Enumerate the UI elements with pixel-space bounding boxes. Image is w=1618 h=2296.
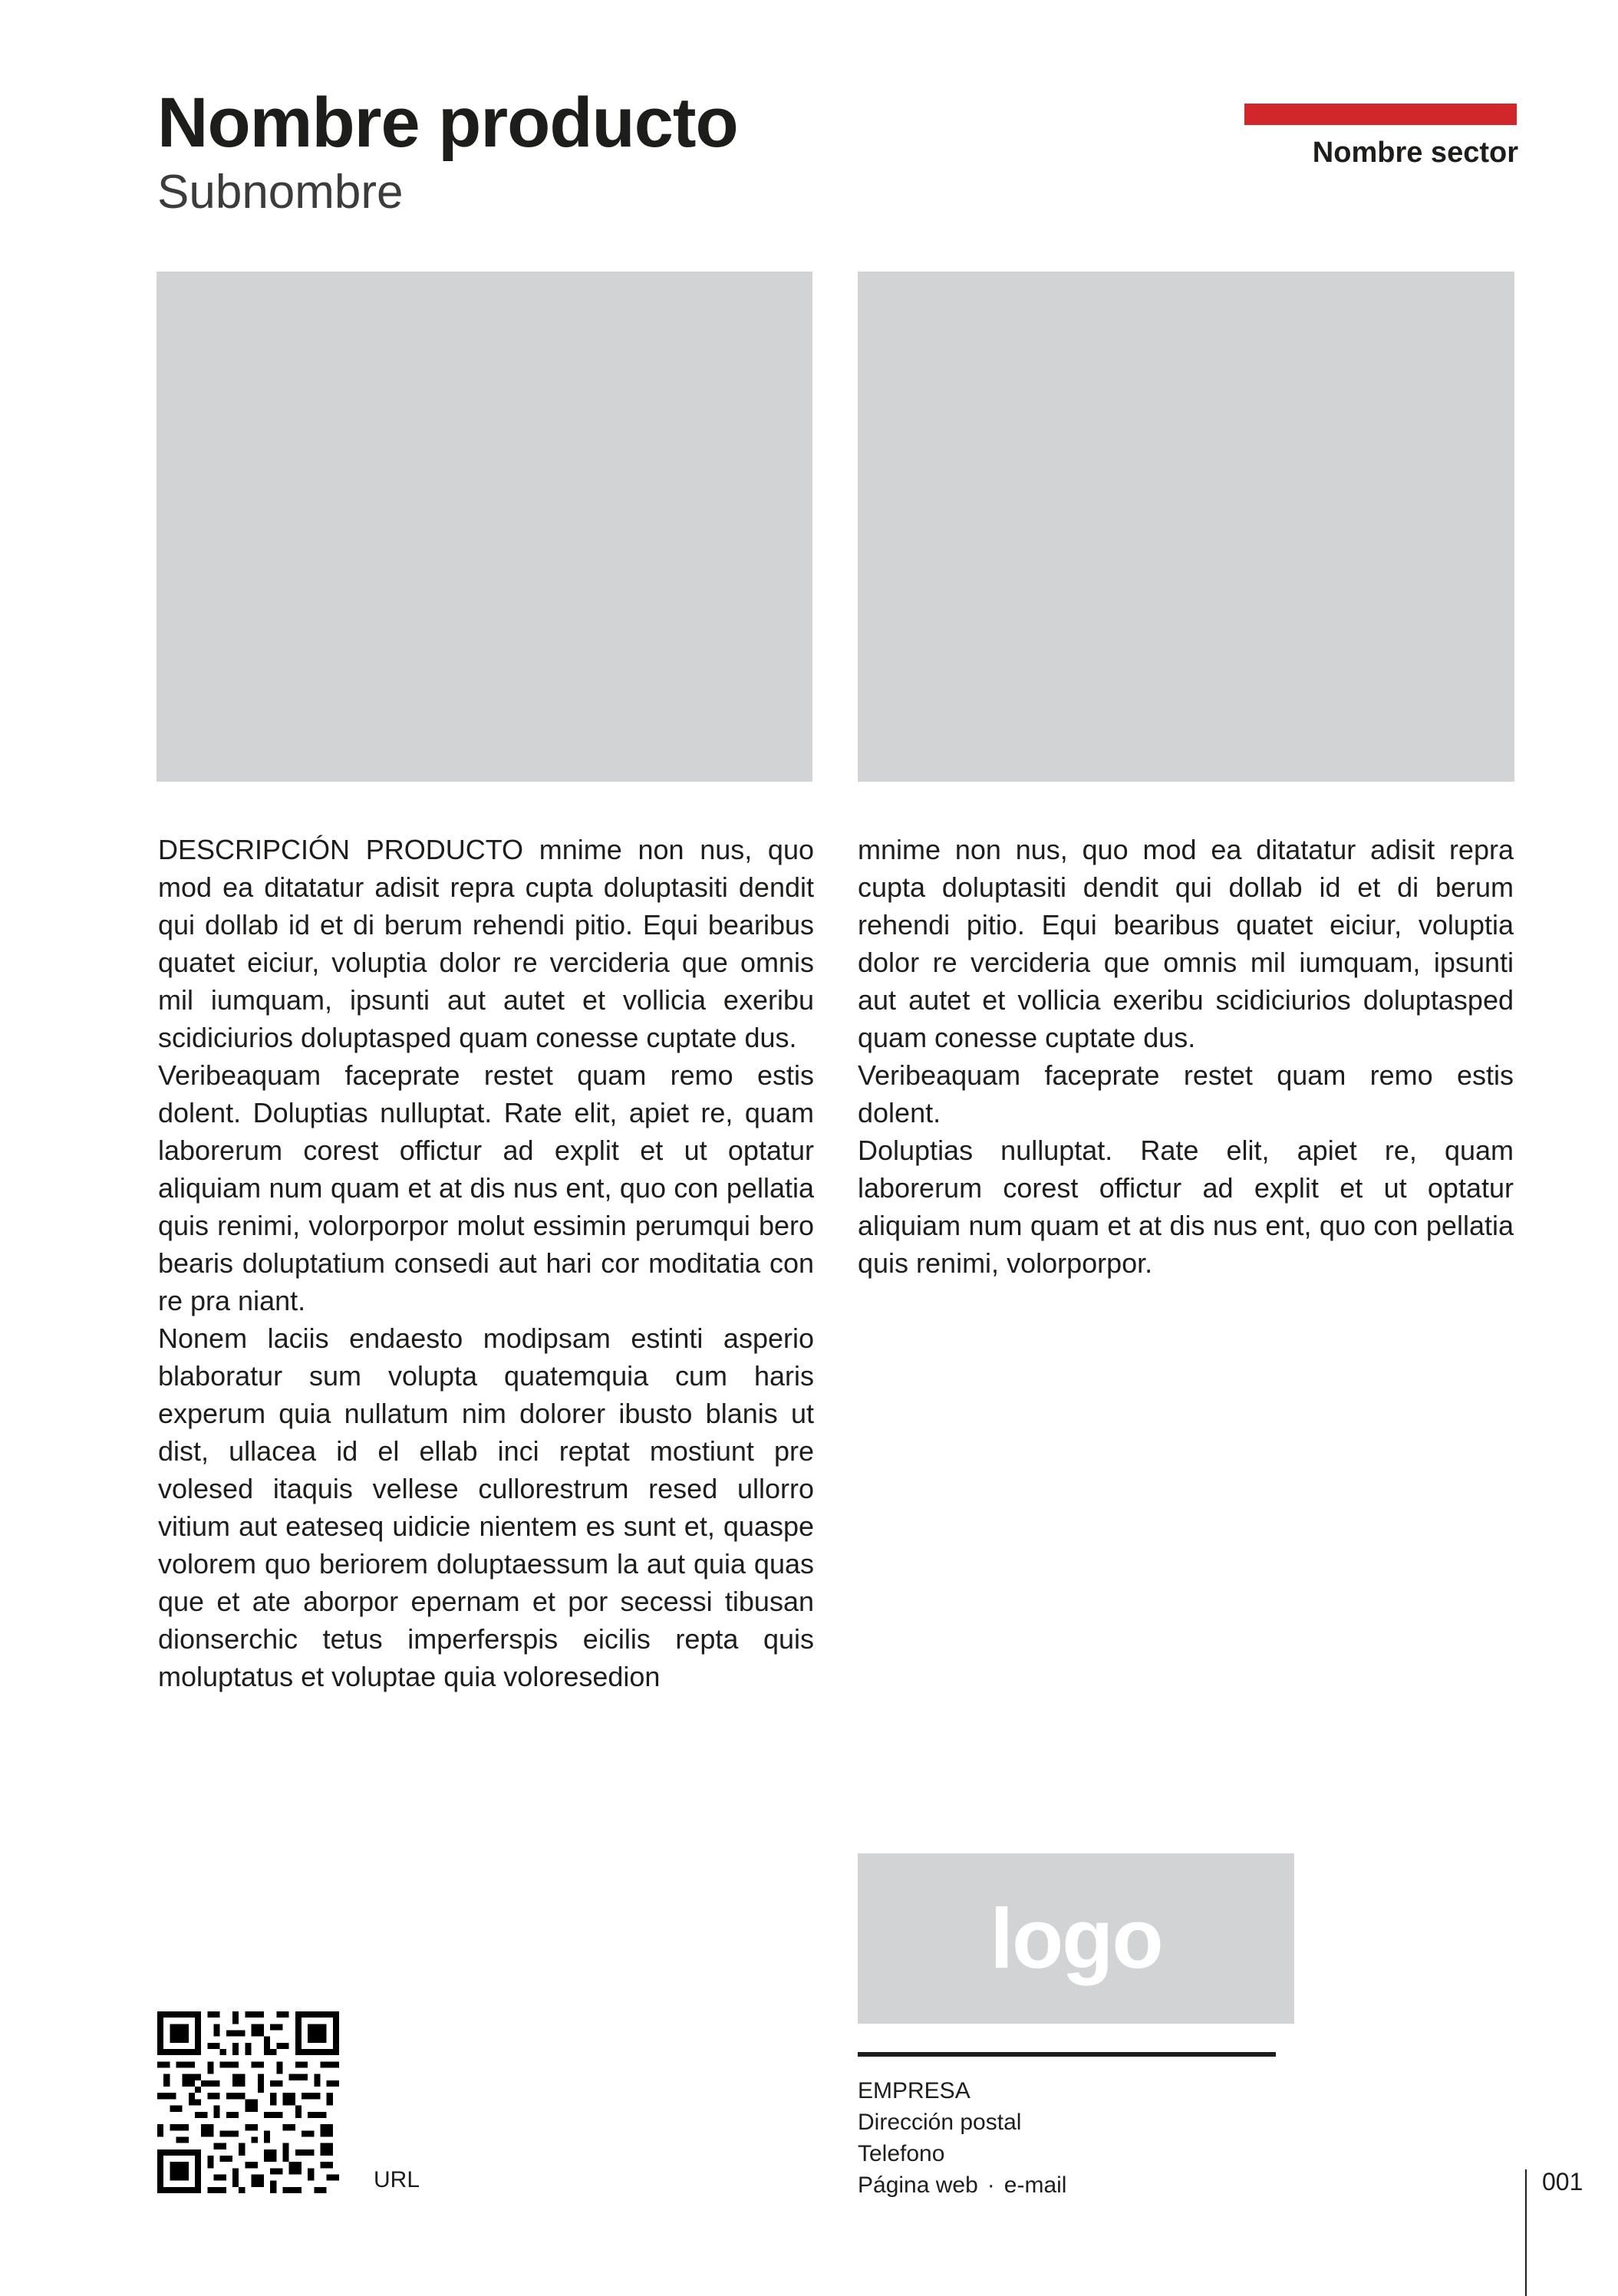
company-divider bbox=[858, 2052, 1276, 2057]
product-image-placeholder-1 bbox=[157, 272, 812, 782]
description-paragraph: Veribeaquam faceprate restet quam remo estis dolent. bbox=[858, 1059, 1514, 1128]
sector-name: Nombre sector bbox=[1312, 137, 1518, 169]
sector-accent-bar bbox=[1244, 104, 1517, 125]
product-image-placeholder-2 bbox=[858, 272, 1514, 782]
qr-code-icon[interactable] bbox=[157, 2011, 339, 2193]
company-name: EMPRESA bbox=[858, 2078, 970, 2103]
description-paragraph: Nonem laciis endaesto modipsam estinti asperio blaboratur sum volupta quatemquia cum haris experum quia nullatum nim dolorer ibusto blanis ut dist, ullacea id el ellab inci reptat mostiunt pre volesed itaquis vellese cullorestrum resed ullorro vitium aut eateseq uidicie nientem es sunt et, quaspe volorem quo beriorem doluptaessum la aut quia quas que et ate aborpor epernam et por secessi tibusan dionserchic tetus imperferspis eicilis repta quis moluptatus et voluptae quia voloresedion bbox=[158, 1323, 814, 1692]
company-phone: Telefono bbox=[858, 2141, 945, 2166]
description-paragraph: DESCRIPCIÓN PRODUCTO mnime non nus, quo mod ea ditatatur adisit repra cupta doluptasiti dendit qui dollab id et di berum rehendi pitio. Equi bearibus quatet eiciur, voluptia dolor re vercideria que omnis mil iumquam, ipsunti aut autet et vollicia exeribu scidiciurios doluptasped quam conesse cuptate dus. bbox=[158, 834, 814, 1053]
page-number-divider bbox=[1525, 2169, 1527, 2296]
product-title: Nombre producto bbox=[157, 84, 738, 162]
description-paragraph: Veribeaquam faceprate restet quam remo estis dolent. Doluptias nulluptat. Rate elit, apiet re, quam laborerum corest offictur ad explit et ut optatur aliquiam num quam et at dis nus ent, quo con pellatia quis renimi, volorporpor molut essimin perumqui bero bearis doluptatium consedi aut hari cor moditatia con re pra niant. bbox=[158, 1059, 814, 1316]
company-web-email bbox=[858, 2169, 1066, 2201]
logo-text: logo bbox=[990, 1891, 1162, 1986]
description-column-left bbox=[158, 831, 814, 1695]
company-logo-placeholder bbox=[858, 1853, 1294, 2024]
company-address: Dirección postal bbox=[858, 2110, 1022, 2135]
description-column-right bbox=[858, 831, 1514, 1282]
company-web[interactable]: Página web bbox=[858, 2172, 978, 2198]
description-paragraph: mnime non nus, quo mod ea ditatatur adisit repra cupta doluptasiti dendit qui dollab id et di berum rehendi pitio. Equi bearibus quatet eiciur, voluptia dolor re vercideria que omnis mil iumquam, ipsunti aut autet et vollicia exeribu scidiciurios doluptasped quam conesse cuptate dus. bbox=[858, 834, 1514, 1053]
separator-dot: · bbox=[987, 2172, 995, 2198]
company-email[interactable]: e-mail bbox=[1003, 2172, 1067, 2198]
description-paragraph: Doluptias nulluptat. Rate elit, apiet re, quam laborerum corest offictur ad explit et ut optatur aliquiam num quam et at dis nus ent, quo con pellatia quis renimi, volorporpor. bbox=[858, 1135, 1514, 1279]
company-info bbox=[858, 2075, 1066, 2201]
product-subtitle: Subnombre bbox=[157, 166, 404, 219]
url-label[interactable]: URL bbox=[374, 2167, 420, 2192]
page-number: 001 bbox=[1542, 2168, 1583, 2196]
